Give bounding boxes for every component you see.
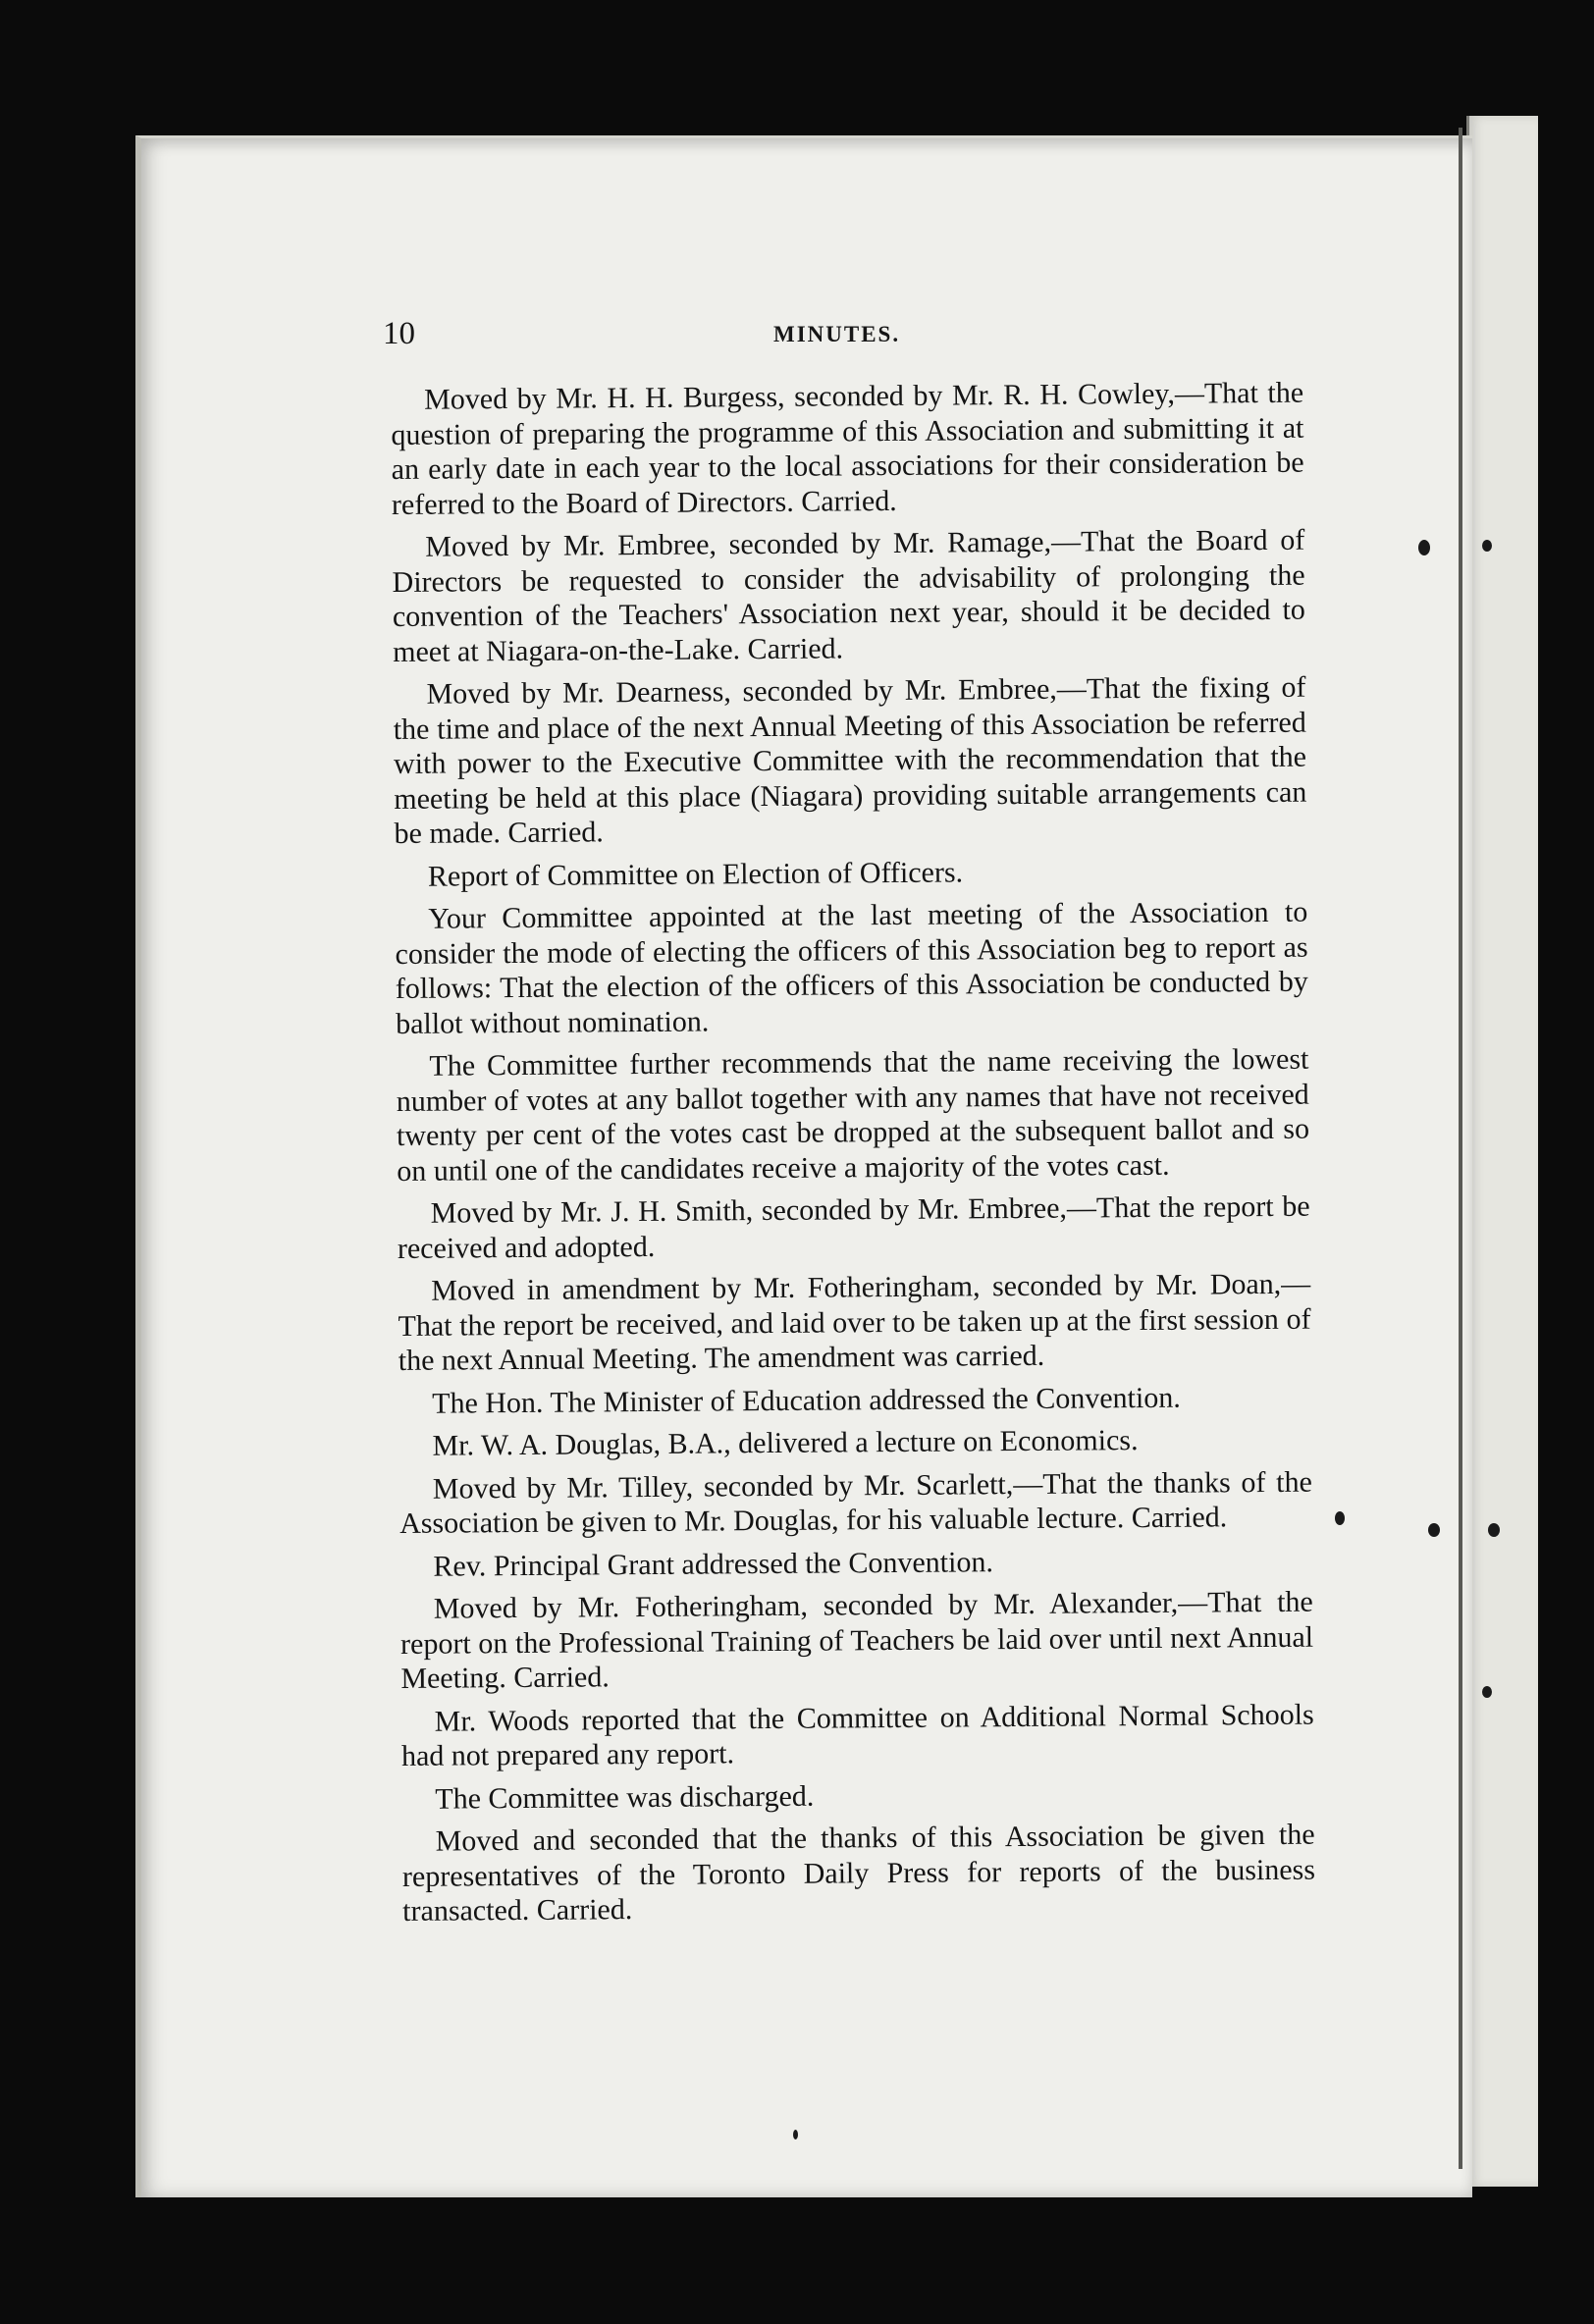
paragraph: Rev. Principal Grant addressed the Convention. [433,1545,994,1583]
page-number: 10 [383,316,415,351]
minutes-body [391,376,1315,1937]
paragraph: The Hon. The Minister of Education addressed the Convention. [432,1381,1181,1420]
ink-speck [1482,540,1492,552]
paragraph: Moved by Mr. J. H. Smith, seconded by Mr. Embree,—That the report be received and adopted. [397,1189,1310,1265]
ink-speck [1488,1523,1500,1537]
adjacent-page-edge [1466,116,1538,2187]
paragraph: Moved by Mr. Fotheringham, seconded by Mr. Alexander,—That the report on the Professional Training of Teachers be laid over until next Annual Meeting. Carried. [399,1585,1314,1695]
paragraph: The Committee further recommends that the name receiving the lowest number of votes at any ballot together with any names that have not received twenty per cent of the votes cast be dropped at the subsequent ballot and so on until one of the candidates receive a majority of the votes cast. [396,1042,1310,1188]
paragraph: Moved by Mr. H. H. Burgess, seconded by Mr. R. H. Cowley,—That the question of preparing the programme of this Association and submitting it at an early date in each year to the local associations for their consideration be referred to the Board of Directors. Carried. [391,376,1304,521]
running-head: MINUTES. [773,322,901,346]
ink-speck [1482,1686,1492,1698]
paragraph: Moved by Mr. Tilley, seconded by Mr. Scarlett,—That the thanks of the Association be given to Mr. Douglas, for his valuable lecture. Carried. [399,1465,1312,1540]
paragraph: Moved in amendment by Mr. Fotheringham, seconded by Mr. Doan,—That the report be received, and laid over to be taken up at the first session of the next Annual Meeting. The amendment was carried. [398,1267,1311,1377]
paragraph: Your Committee appointed at the last meeting of the Association to consider the mode of electing the officers of this Association beg to report as follows: That the election of the officers of this Association be conducted by ballot without nomination. [395,895,1308,1040]
page-header [383,316,1315,359]
ink-speck [1335,1511,1345,1525]
ink-speck [793,2130,798,2139]
paragraph: Moved by Mr. Embree, seconded by Mr. Ramage,—That the Board of Directors be requested to consider the advisability of prolonging the convention of the Teachers' Association next year, should it be decided to meet at Niagara-on-the-Lake. Carried. [392,523,1305,668]
paragraph: The Committee was discharged. [435,1779,815,1816]
paragraph: Report of Committee on Election of Officers. [427,855,964,893]
paragraph: Moved by Mr. Dearness, seconded by Mr. Embree,—That the fixing of the time and place of the next Annual Meeting of this Association be referred with power to the Executive Committee with the recommendation that the meeting be held at this place (Niagara) providing suitable arrangements can be made. Carried. [393,670,1307,850]
paragraph: Mr. Woods reported that the Committee on Additional Normal Schools had not prepared any report. [400,1698,1314,1772]
page-gutter-rule [1459,128,1462,2169]
ink-speck [1418,540,1430,555]
paragraph: Mr. W. A. Douglas, B.A., delivered a lecture on Economics. [432,1424,1139,1462]
paragraph: Moved and seconded that the thanks of this Association be given the representatives of the Toronto Daily Press for reports of the business transacted. Carried. [401,1818,1316,1928]
ink-speck [1428,1523,1440,1537]
